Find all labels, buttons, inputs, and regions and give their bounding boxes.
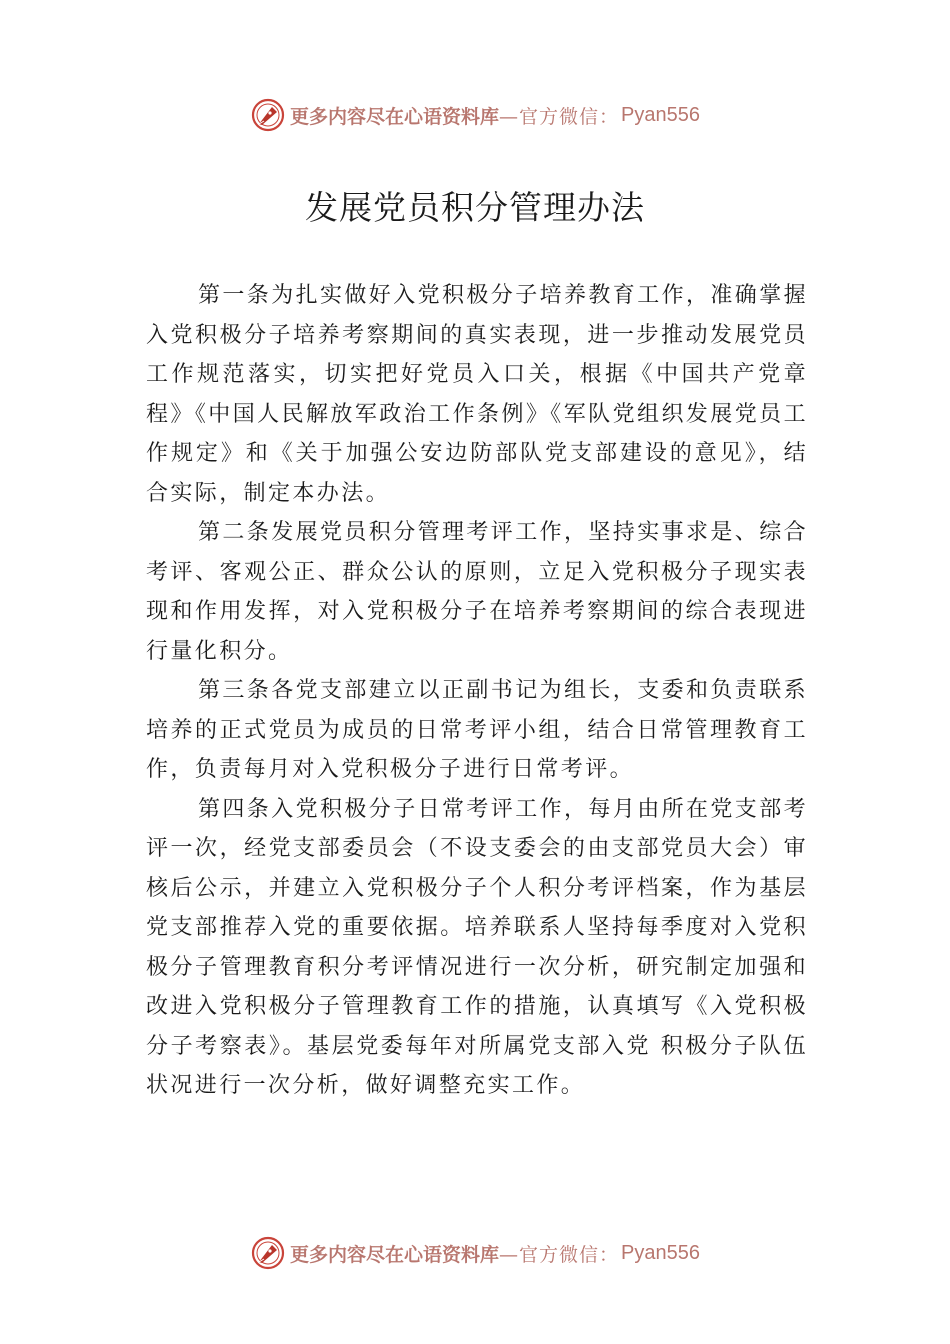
document-body	[146, 276, 808, 1106]
article-paragraph: 第四条入党积极分子日常考评工作，每月由所在党支部考评一次，经党支部委员会（不设支委会的由支部党员大会）审核后公示，并建立入党积极分子个人积分考评档案，作为基层党支部推荐入党的重要依据。培养联系人坚持每季度对入党积极分子管理教育积分考评情况进行一次分析，研究制定加强和改进入党积极分子管理教育工作的措施，认真填写《入党积极分子考察表》。基层党委每年对所属党支部入党 积极分子队伍状况进行一次分析，做好调整充实工作。	[146, 796, 809, 1098]
watermark-contact-text: —官方微信：	[499, 105, 620, 128]
watermark-wechat-id: Pyan556	[621, 103, 700, 126]
article-paragraph: 第三条各党支部建立以正副书记为组长，支委和负责联系培养的正式党员为成员的日常考评小组，结合日常管理教育工作，负责每月对入党积极分子进行日常考评。	[146, 678, 809, 782]
watermark-banner-top	[0, 95, 950, 135]
watermark-brand-text: 更多内容尽在心语资料库	[290, 1243, 500, 1266]
pen-nib-logo-icon	[250, 97, 286, 133]
watermark-banner-bottom	[0, 1233, 950, 1273]
watermark-brand-text: 更多内容尽在心语资料库	[290, 105, 500, 128]
document-title: 发展党员积分管理办法	[305, 188, 645, 227]
article-paragraph: 第二条发展党员积分管理考评工作，坚持实事求是、综合考评、客观公正、群众公认的原则，立足入党积极分子现实表现和作用发挥，对入党积极分子在培养考察期间的综合表现进行量化积分。	[146, 520, 809, 664]
watermark-contact-text: —官方微信：	[499, 1243, 620, 1266]
article-paragraph: 第一条为扎实做好入党积极分子培养教育工作，准确掌握入党积极分子培养考察期间的真实表现，进一步推动发展党员工作规范落实，切实把好党员入口关，根据《中国共产党章程》《中国人民解放军政治工作条例》《军队党组织发展党员工作规定》和《关于加强公安边防部队党支部建设的意见》，结合实际，制定本办法。	[146, 283, 809, 506]
watermark-wechat-id: Pyan556	[621, 1241, 700, 1264]
pen-nib-logo-icon	[250, 1235, 286, 1271]
